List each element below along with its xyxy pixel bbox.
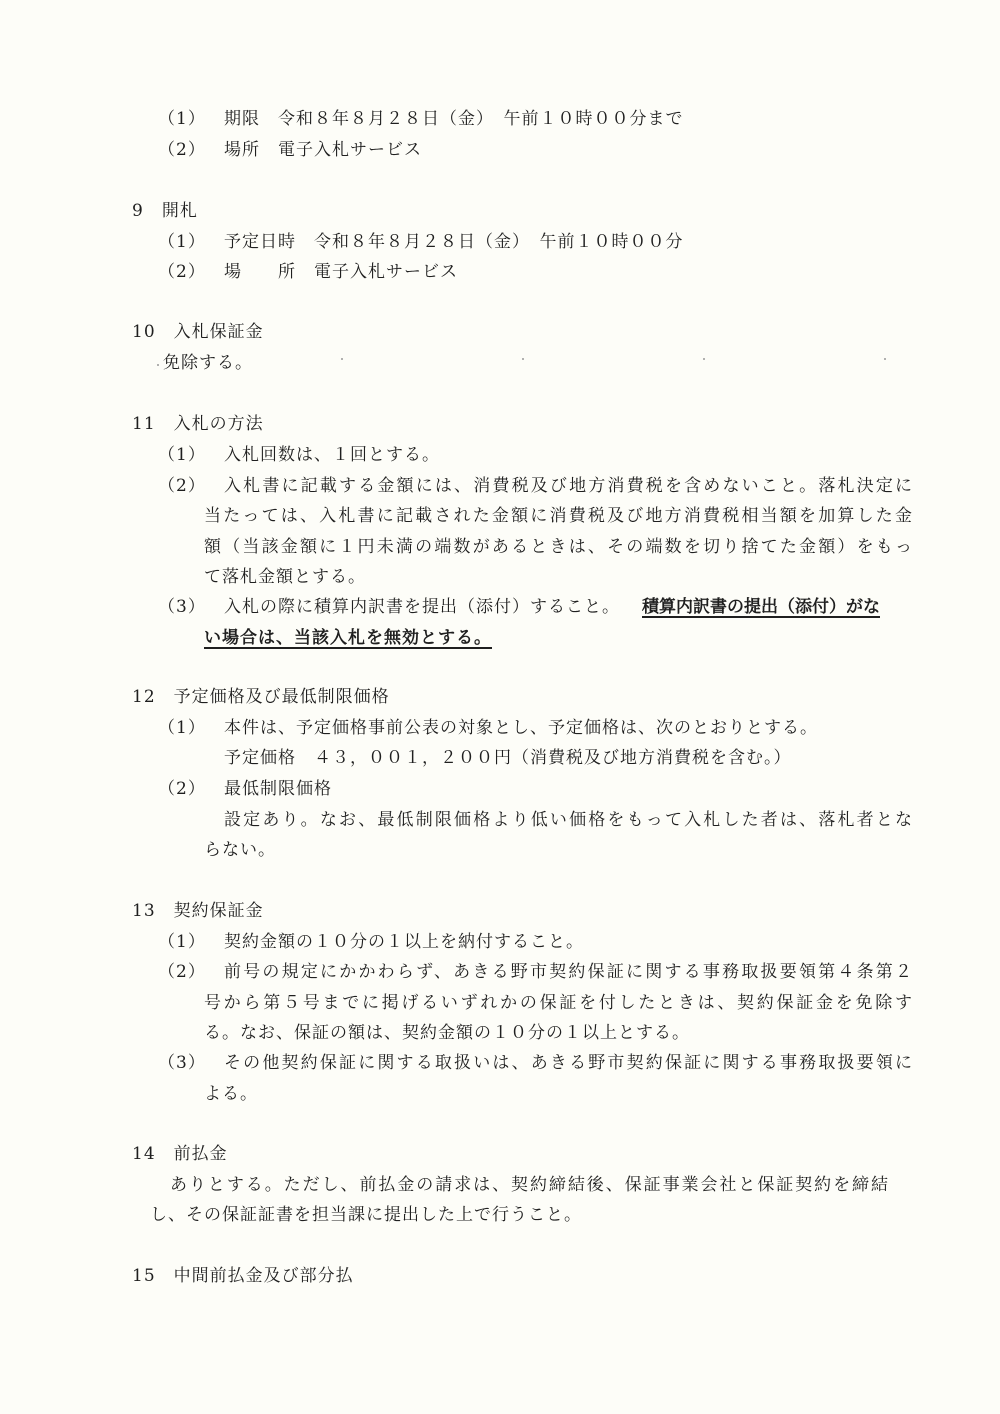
sec11-item3-number: （3） — [158, 597, 206, 617]
sec11-item3-line1-plain: 入札の際に積算内訳書を提出（添付）すること。 — [224, 597, 620, 617]
sec9-item1-text: 予定日時 令和８年８月２８日（金） 午前１０時００分 — [224, 232, 684, 252]
sec8-item1-number: （1） — [158, 109, 206, 129]
sec11-item1-number: （1） — [158, 445, 206, 465]
sec11-item2-line2: 当たっては、入札書に記載された金額に消費税及び地方消費税相当額を加算した金 — [204, 506, 912, 526]
sec12-item2-title: 最低制限価格 — [224, 779, 332, 799]
sec11-item2-number: （2） — [158, 476, 206, 496]
sec13-item3-number: （3） — [158, 1053, 206, 1073]
sec9-item1-number: （1） — [158, 232, 206, 252]
sec8-item2-text: 場所 電子入札サービス — [224, 140, 422, 160]
sec13-item2-line1: 前号の規定にかかわらず、あきる野市契約保証に関する事務取扱要領第４条第２ — [224, 962, 912, 982]
sec15-heading: 15 中間前払金及び部分払 — [132, 1266, 354, 1286]
sec8-item2-number: （2） — [158, 140, 206, 160]
sec9-item2-text: 場 所 電子入札サービス — [224, 262, 458, 282]
sec12-item1-price: 予定価格 ４３，００１，２００円（消費税及び地方消費税を含む。） — [224, 748, 792, 768]
sec13-item2-line2: 号から第５号までに掲げるいずれかの保証を付したときは、契約保証金を免除す — [204, 993, 912, 1013]
sec13-item2-number: （2） — [158, 962, 206, 982]
sec13-item1-text: 契約金額の１０分の１以上を納付すること。 — [224, 932, 584, 952]
sec12-item1-text: 本件は、予定価格事前公表の対象とし、予定価格は、次のとおりとする。 — [224, 718, 818, 738]
sec13-item1-number: （1） — [158, 932, 206, 952]
sec11-heading: 11 入札の方法 — [132, 414, 264, 434]
scan-speck — [703, 358, 705, 360]
sec12-item2-line2: らない。 — [204, 840, 276, 860]
sec11-item2-line3: 額（当該金額に１円未満の端数があるときは、その端数を切り捨てた金額）をもっ — [204, 537, 912, 557]
sec9-item2-number: （2） — [158, 262, 206, 282]
sec13-heading: 13 契約保証金 — [132, 901, 264, 921]
sec11-item2-line4: て落札金額とする。 — [204, 567, 366, 587]
sec12-heading: 12 予定価格及び最低制限価格 — [132, 687, 390, 707]
sec11-item3-line1-underlined: 積算内訳書の提出（添付）がな — [642, 597, 880, 617]
scan-speck — [341, 358, 343, 360]
sec8-item1-text: 期限 令和８年８月２８日（金） 午前１０時００分まで — [224, 109, 684, 129]
sec12-item2-line1: 設定あり。なお、最低制限価格より低い価格をもって入札した者は、落札者とな — [224, 810, 912, 830]
sec10-heading: 10 入札保証金 — [132, 322, 264, 342]
scan-speck — [157, 364, 159, 366]
sec14-line2: し、その保証証書を担当課に提出した上で行うこと。 — [150, 1205, 582, 1225]
sec12-item2-number: （2） — [158, 779, 206, 799]
sec13-item3-line1: その他契約保証に関する取扱いは、あきる野市契約保証に関する事務取扱要領に — [224, 1053, 912, 1073]
sec11-item3-line2-underlined: い場合は、当該入札を無効とする。 — [204, 628, 492, 648]
sec13-item3-line2: よる。 — [204, 1084, 258, 1104]
sec13-item2-line3: る。なお、保証の額は、契約金額の１０分の１以上とする。 — [204, 1023, 690, 1043]
sec14-heading: 14 前払金 — [132, 1144, 228, 1164]
sec11-item1-text: 入札回数は、１回とする。 — [224, 445, 440, 465]
sec14-line1: ありとする。ただし、前払金の請求は、契約締結後、保証事業会社と保証契約を締結 — [170, 1175, 888, 1195]
sec9-heading: 9 開札 — [132, 201, 198, 221]
scan-speck — [884, 358, 886, 360]
sec11-item2-line1: 入札書に記載する金額には、消費税及び地方消費税を含めないこと。落札決定に — [224, 476, 912, 496]
sec10-body: 免除する。 — [163, 353, 253, 373]
scan-speck — [522, 358, 524, 360]
sec12-item1-number: （1） — [158, 718, 206, 738]
